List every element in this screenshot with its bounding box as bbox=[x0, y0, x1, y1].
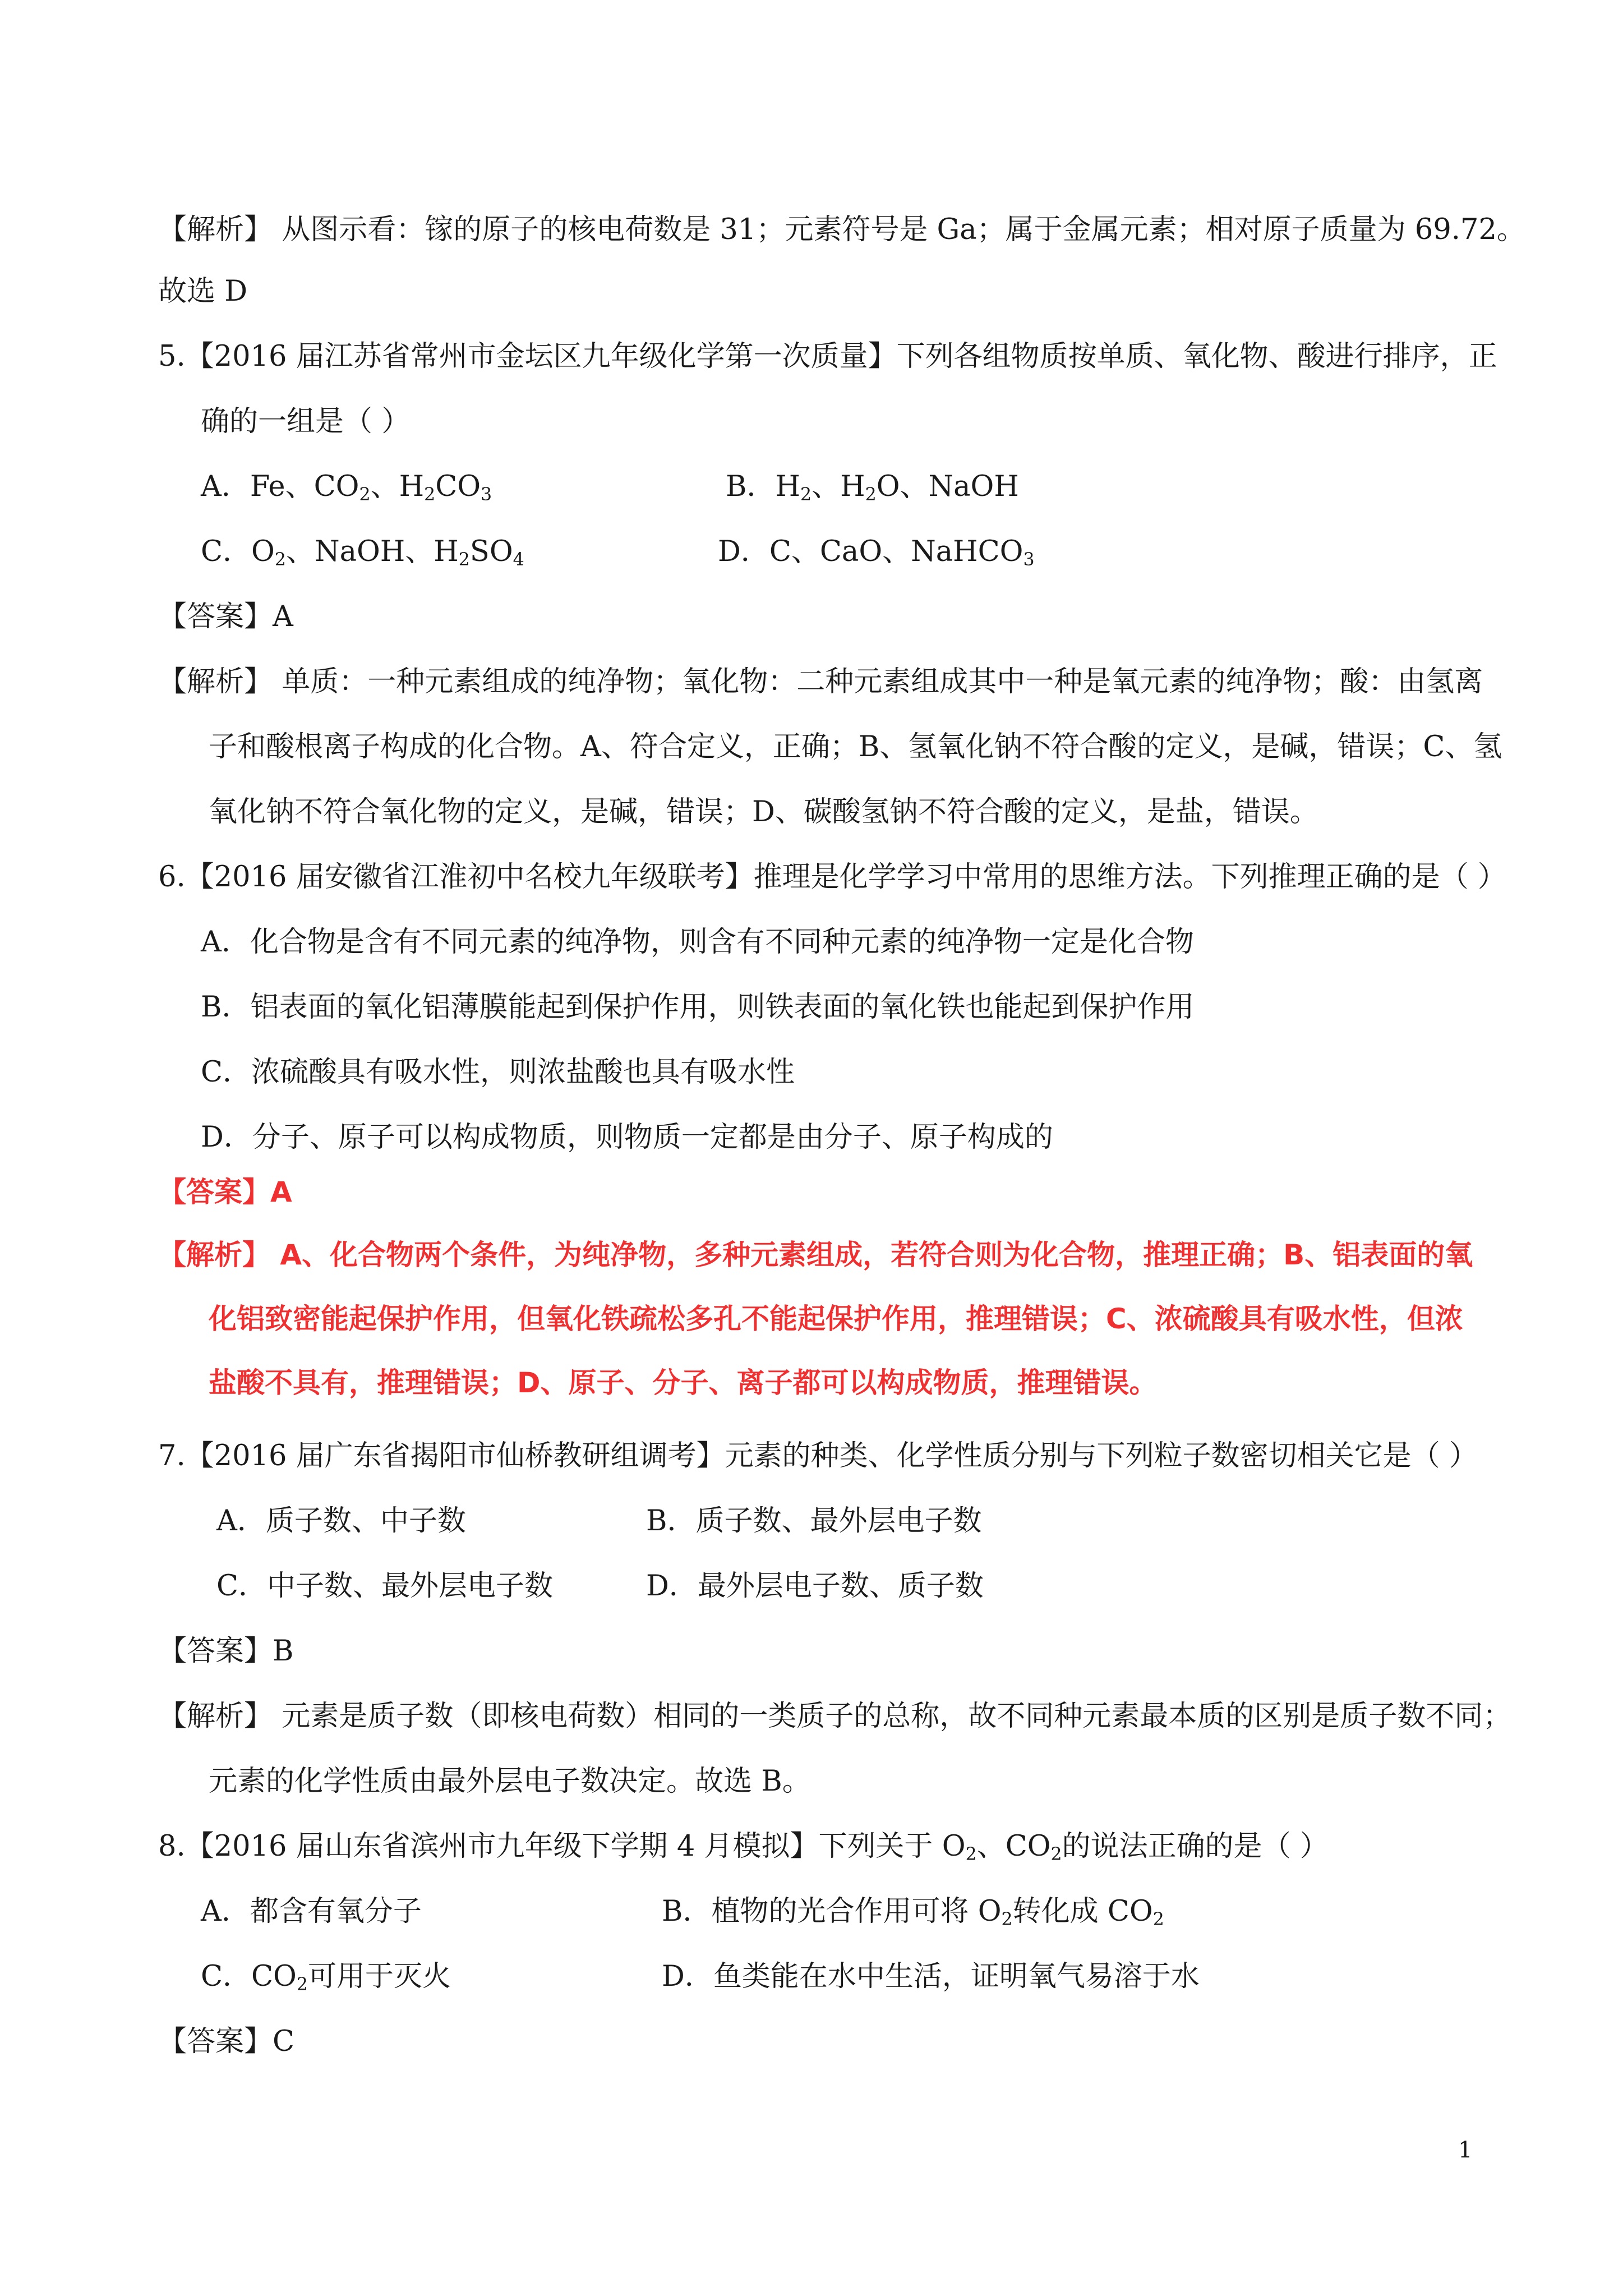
q7-analysis-line1: 【解析】 元素是质子数（即核电荷数）相同的一类质子的总称，故不同种元素最本质的区别是质子数不同； bbox=[158, 1700, 1512, 1733]
q7-option-b: B．质子数、最外层电子数 bbox=[646, 1504, 982, 1538]
q8-option-d: D．鱼类能在水中生活，证明氧气易溶于水 bbox=[662, 1960, 1200, 1993]
q7-option-c: C．中子数、最外层电子数 bbox=[216, 1570, 554, 1603]
q6-answer: 【答案】A bbox=[158, 1176, 292, 1208]
q5-analysis-line2: 子和酸根离子构成的化合物。A、符合定义，正确；B、氢氧化钠不符合酸的定义，是碱，错误；C、氢 bbox=[209, 730, 1502, 763]
q8-option-a: A．都含有氧分子 bbox=[201, 1895, 422, 1928]
q6-analysis-line2: 化铝致密能起保护作用，但氧化铁疏松多孔不能起保护作用，推理错误；C、浓硫酸具有吸水性，但浓 bbox=[209, 1303, 1463, 1335]
q5-answer: 【答案】A bbox=[158, 600, 293, 633]
q6-analysis-line1: 【解析】 A、化合物两个条件，为纯净物，多种元素组成，若符合则为化合物，推理正确；B、铝表面的氧 bbox=[158, 1239, 1473, 1271]
q7-analysis-line2: 元素的化学性质由最外层电子数决定。故选 B。 bbox=[209, 1765, 811, 1798]
q6-option-d: D．分子、原子可以构成物质，则物质一定都是由分子、原子构成的 bbox=[201, 1121, 1053, 1154]
q8-answer: 【答案】C bbox=[158, 2025, 295, 2058]
q7-option-d: D．最外层电子数、质子数 bbox=[646, 1570, 984, 1603]
q6-option-c: C．浓硫酸具有吸水性，则浓盐酸也具有吸水性 bbox=[201, 1056, 795, 1089]
q5-option-c: C．$O_2$、NaOH、$H_2SO_4$ bbox=[201, 535, 524, 570]
q5-analysis-line3: 氧化钠不符合氧化物的定义，是碱，错误；D、碳酸氢钠不符合酸的定义，是盐，错误。 bbox=[209, 795, 1318, 829]
page-number: 1 bbox=[1458, 2137, 1473, 2163]
q5-option-a: A．Fe、$CO_2$、$H_2CO_3$ bbox=[201, 470, 492, 505]
q8-stem: 8.【2016 届山东省滨州市九年级下学期 4 月模拟】下列关于 $O_2$、$CO_2$的说法正确的是（ ） bbox=[158, 1830, 1329, 1865]
q5-option-d: D．C、CaO、NaHCO$_3$ bbox=[718, 535, 1035, 570]
q8-option-c: C．$CO_2$可用于灭火 bbox=[201, 1960, 451, 1995]
q5-stem-line2: 确的一组是（ ） bbox=[201, 405, 411, 438]
q8-option-b: B．植物的光合作用可将 $O_2$转化成 $CO_2$ bbox=[662, 1895, 1164, 1930]
q7-answer: 【答案】B bbox=[158, 1635, 294, 1668]
q7-stem: 7.【2016 届广东省揭阳市仙桥教研组调考】元素的种类、化学性质分别与下列粒子数密切相关它是（ ） bbox=[158, 1439, 1478, 1473]
q5-stem-line1: 5.【2016 届江苏省常州市金坛区九年级化学第一次质量】下列各组物质按单质、氧化物、酸进行排序，正 bbox=[158, 340, 1497, 373]
q6-analysis-line3: 盐酸不具有，推理错误；D、原子、分子、离子都可以构成物质，推理错误。 bbox=[209, 1366, 1158, 1399]
q7-option-a: A．质子数、中子数 bbox=[216, 1504, 466, 1538]
q5-option-b: B．$H_2$、$H_2O$、NaOH bbox=[726, 470, 1019, 505]
q4-analysis-line1: 【解析】 从图示看：镓的原子的核电荷数是 31；元素符号是 Ga；属于金属元素；相对原子质量为 69.72。 bbox=[158, 213, 1525, 246]
q6-option-a: A．化合物是含有不同元素的纯净物，则含有不同种元素的纯净物一定是化合物 bbox=[201, 926, 1194, 959]
q5-analysis-line1: 【解析】 单质：一种元素组成的纯净物；氧化物：二种元素组成其中一种是氧元素的纯净物；酸：由氢离 bbox=[158, 665, 1483, 698]
q4-analysis-line2: 故选 D bbox=[158, 275, 248, 308]
q6-option-b: B．铝表面的氧化铝薄膜能起到保护作用，则铁表面的氧化铁也能起到保护作用 bbox=[201, 991, 1195, 1024]
q6-stem: 6.【2016 届安徽省江淮初中名校九年级联考】推理是化学学习中常用的思维方法。下列推理正确的是（ ） bbox=[158, 861, 1506, 894]
